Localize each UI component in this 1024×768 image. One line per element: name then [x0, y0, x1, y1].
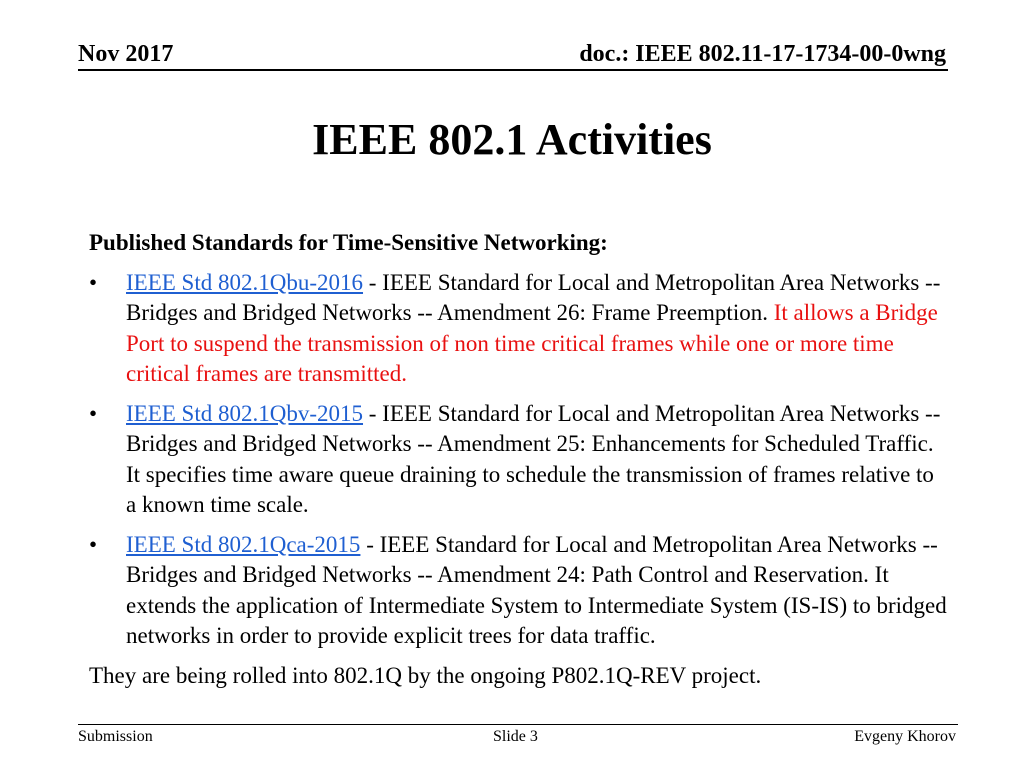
bullet-marker: •: [89, 400, 98, 426]
bullet-marker: •: [89, 269, 98, 295]
bullet-highlight-qbu: It allows a Bridge Port to suspend the transmission of non time critical frames while one or more time critical frames are transmitted.: [126, 300, 938, 386]
closing-note: They are being rolled into 802.1Q by the ongoing P802.1Q-REV project.: [89, 662, 762, 688]
section-subhead: Published Standards for Time-Sensitive Networking:: [89, 230, 608, 255]
bullet-text-qca: - IEEE Standard for Local and Metropolitan Area Networks -- Bridges and Bridged Networks -- Amendment 24: Path Control and Reservation. It extends the application of Intermediate System to Intermediate System (IS-IS) to bridged networks in order to provide explicit trees for data traffic.: [126, 531, 947, 648]
header-doc-id: doc.: IEEE 802.11-17-1734-00-0wng: [579, 41, 946, 67]
slide-content: [89, 228, 949, 691]
link-802-1qca[interactable]: IEEE Std 802.1Qca-2015: [126, 531, 361, 557]
footer-divider: [78, 724, 958, 725]
footer-author: Evgeny Khorov: [854, 728, 956, 745]
link-802-1qbv[interactable]: IEEE Std 802.1Qbv-2015: [126, 400, 364, 426]
link-802-1qbu[interactable]: IEEE Std 802.1Qbu-2016: [126, 269, 364, 295]
footer-submission: Submission: [78, 728, 153, 745]
bullet-marker: •: [89, 531, 98, 557]
header-divider: [78, 69, 948, 71]
slide-title: IEEE 802.1 Activities: [312, 115, 712, 164]
bullet-item-qbu: [89, 268, 949, 390]
bullet-text-qbv: - IEEE Standard for Local and Metropolitan Area Networks -- Bridges and Bridged Networks -- Amendment 25: Enhancements for Scheduled Traffic. It specifies time aware queue draining to schedule the transmission of frames relative to a known time scale.: [126, 400, 941, 517]
header-date: Nov 2017: [78, 41, 174, 67]
bullet-text-qbu: - IEEE Standard for Local and Metropolitan Area Networks -- Bridges and Bridged Networks -- Amendment 26: Frame Preemption.: [126, 269, 941, 325]
bullet-item-qbv: [89, 399, 949, 521]
footer-slide-number: Slide 3: [493, 728, 538, 745]
bullet-item-qca: [89, 530, 949, 652]
